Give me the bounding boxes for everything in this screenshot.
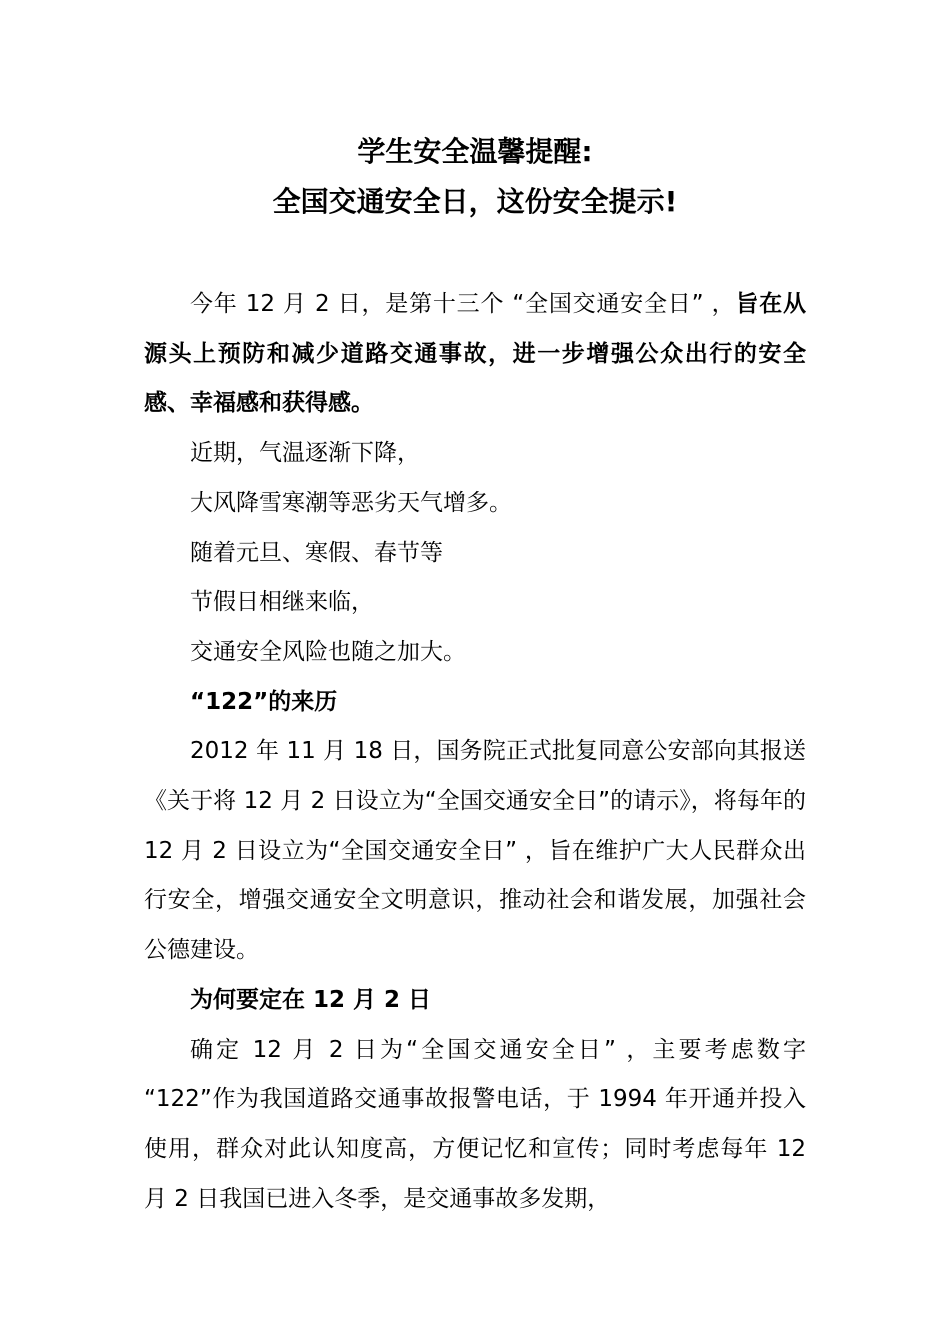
paragraph-origin: 2012 年 11 月 18 日，国务院正式批复同意公安部向其报送《关于将 12 月 2 日设立为“全国交通安全日”的请示》，将每年的 12 月 2 日设立为“全国交通安全日” ，旨在维护广大人民群众出行安全，增强交通安全文明意识，推动社会和谐发展，加强社会公德建设。 (144, 738, 806, 964)
list-line-1: 近期，气温逐渐下降， (190, 440, 420, 467)
list-line-4: 节假日相继来临， (190, 589, 374, 616)
title-line-1: 学生安全温馨提醒: (357, 135, 593, 168)
heading-origin: “122”的来历 (190, 688, 338, 715)
heading-why: 为何要定在 12 月 2 日 (190, 986, 432, 1013)
list-line-5: 交通安全风险也随之加大。 (190, 638, 466, 665)
list-line-3: 随着元旦、寒假、春节等 (190, 539, 443, 566)
intro-plain-text: 今年 12 月 2 日，是第十三个 “全国交通安全日” ， (190, 291, 736, 317)
list-line-2: 大风降雪寒潮等恶劣天气增多。 (190, 489, 512, 516)
title-line-2: 全国交通安全日，这份安全提示! (272, 185, 678, 218)
document-body (144, 280, 806, 1224)
intro-paragraph (144, 280, 806, 429)
paragraph-why: 确定 12 月 2 日为“全国交通安全日” ，主要考虑数字 “122”作为我国道路交通事故报警电话，于 1994 年开通并投入使用，群众对此认知度高，方便记忆和宣传；同时考虑每年 12 月 2 日我国已进入冬季，是交通事故多发期， (144, 1036, 806, 1212)
intro-bold-text: 旨在从源头上预防和减少道路交通事故，进一步增强公众出行的安全感、幸福感和获得感。 (144, 291, 806, 417)
